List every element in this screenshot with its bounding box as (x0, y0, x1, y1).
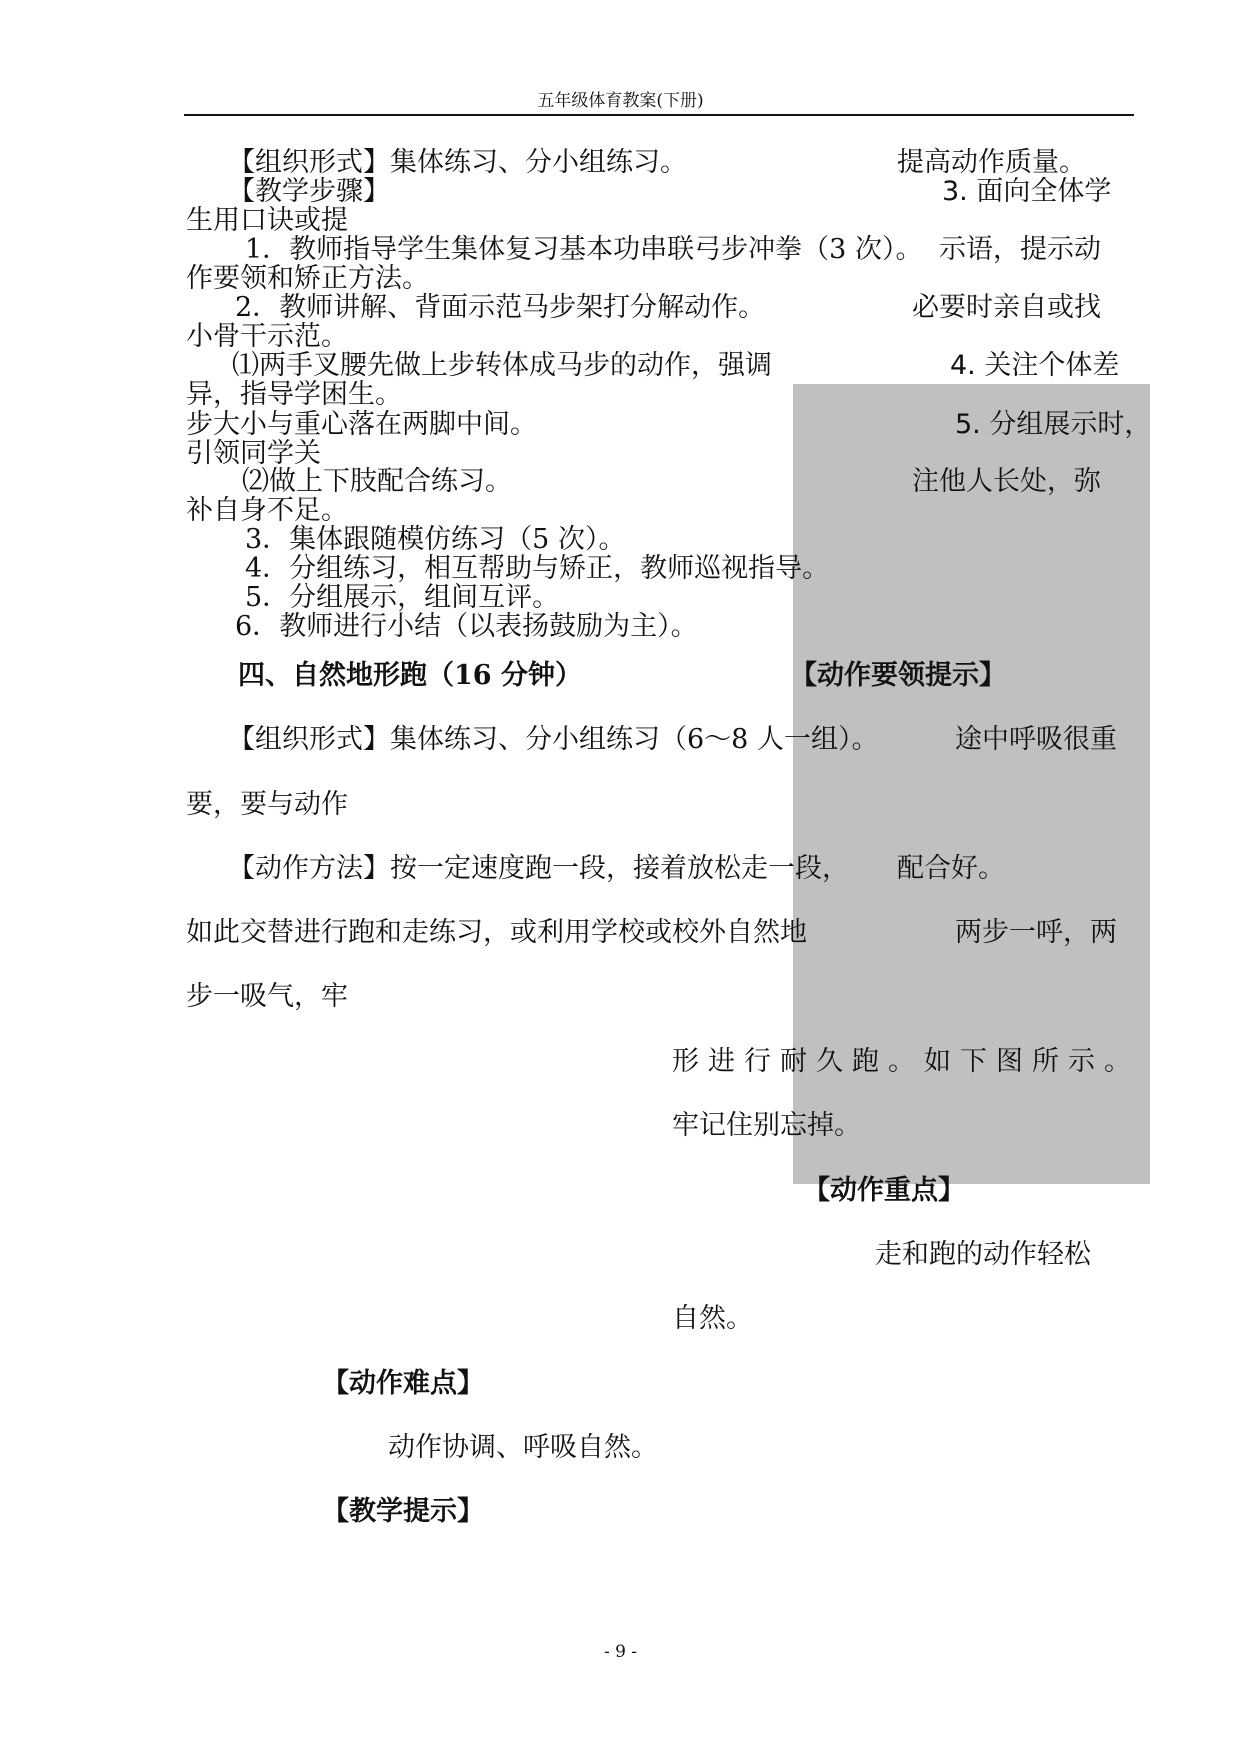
text-line: 如此交替进行跑和走练习，或利用学校或校外自然地 (186, 917, 807, 948)
text-line: 3．集体跟随模仿练习（5 次）。 (245, 524, 626, 555)
text-line: 6．教师进行小结（以表扬鼓励为主）。 (235, 611, 698, 642)
section-heading: 【动作难点】 (322, 1368, 484, 1399)
text-line: 2．教师讲解、背面示范马步架打分解动作。 (235, 292, 766, 323)
text-line: 形进行耐久跑。如下图所示。 (672, 1046, 1140, 1077)
header-divider (184, 114, 1134, 116)
section-heading: 【动作重点】 (803, 1175, 965, 1206)
text-line: 5. 分组展示时， (955, 409, 1152, 440)
text-line: 生用口诀或提 (186, 205, 348, 236)
section-heading: 【教学提示】 (322, 1496, 484, 1527)
text-line: 两步一呼，两 (955, 917, 1117, 948)
text-line: 注他人长处，弥 (912, 466, 1101, 497)
text-line: 步大小与重心落在两脚中间。 (186, 409, 537, 440)
text-line: 步一吸气，牢 (186, 981, 348, 1012)
text-line: 走和跑的动作轻松 (875, 1239, 1091, 1270)
text-line: 补自身不足。 (186, 495, 348, 526)
text-line: 1．教师指导学生集体复习基本功串联弓步冲拳（3 次）。 (245, 234, 923, 265)
text-line: 自然。 (672, 1303, 753, 1334)
text-line: 要，要与动作 (186, 789, 348, 820)
text-line: 作要领和矫正方法。 (186, 263, 429, 294)
text-line: 4. 关注个体差 (950, 350, 1120, 381)
text-line: 提高动作质量。 (897, 147, 1086, 178)
text-line: 示语，提示动 (939, 234, 1101, 265)
text-line: ⑵做上下肢配合练习。 (242, 466, 512, 497)
text-line: 【组织形式】集体练习、分小组练习（6～8 人一组）。 (228, 724, 879, 755)
text-line: 【动作方法】按一定速度跑一段，接着放松走一段， (228, 853, 849, 884)
text-line: 3. 面向全体学 (942, 176, 1112, 207)
text-line: 4．分组练习，相互帮助与矫正，教师巡视指导。 (245, 553, 830, 584)
page-number: - 9 - (603, 1642, 638, 1662)
text-line: 必要时亲自或找 (912, 292, 1101, 323)
text-line: 动作协调、呼吸自然。 (388, 1432, 658, 1463)
text-line: 异，指导学困生。 (186, 379, 402, 410)
text-line: 配合好。 (897, 853, 1005, 884)
text-line: 途中呼吸很重 (955, 724, 1117, 755)
section-heading: 【动作要领提示】 (790, 660, 1006, 691)
page-header: 五年级体育教案(下册) (537, 91, 704, 111)
text-line: 【教学步骤】 (228, 176, 390, 207)
section-heading: 四、自然地形跑（16 分钟） (238, 660, 582, 691)
text-line: 引领同学关 (186, 438, 321, 469)
text-line: 小骨干示范。 (186, 321, 348, 352)
text-line: 5．分组展示，组间互评。 (245, 582, 560, 613)
text-line: 【组织形式】集体练习、分小组练习。 (228, 147, 687, 178)
text-line: ⑴两手叉腰先做上步转体成马步的动作，强调 (232, 350, 772, 381)
text-line: 牢记住别忘掉。 (672, 1110, 861, 1141)
